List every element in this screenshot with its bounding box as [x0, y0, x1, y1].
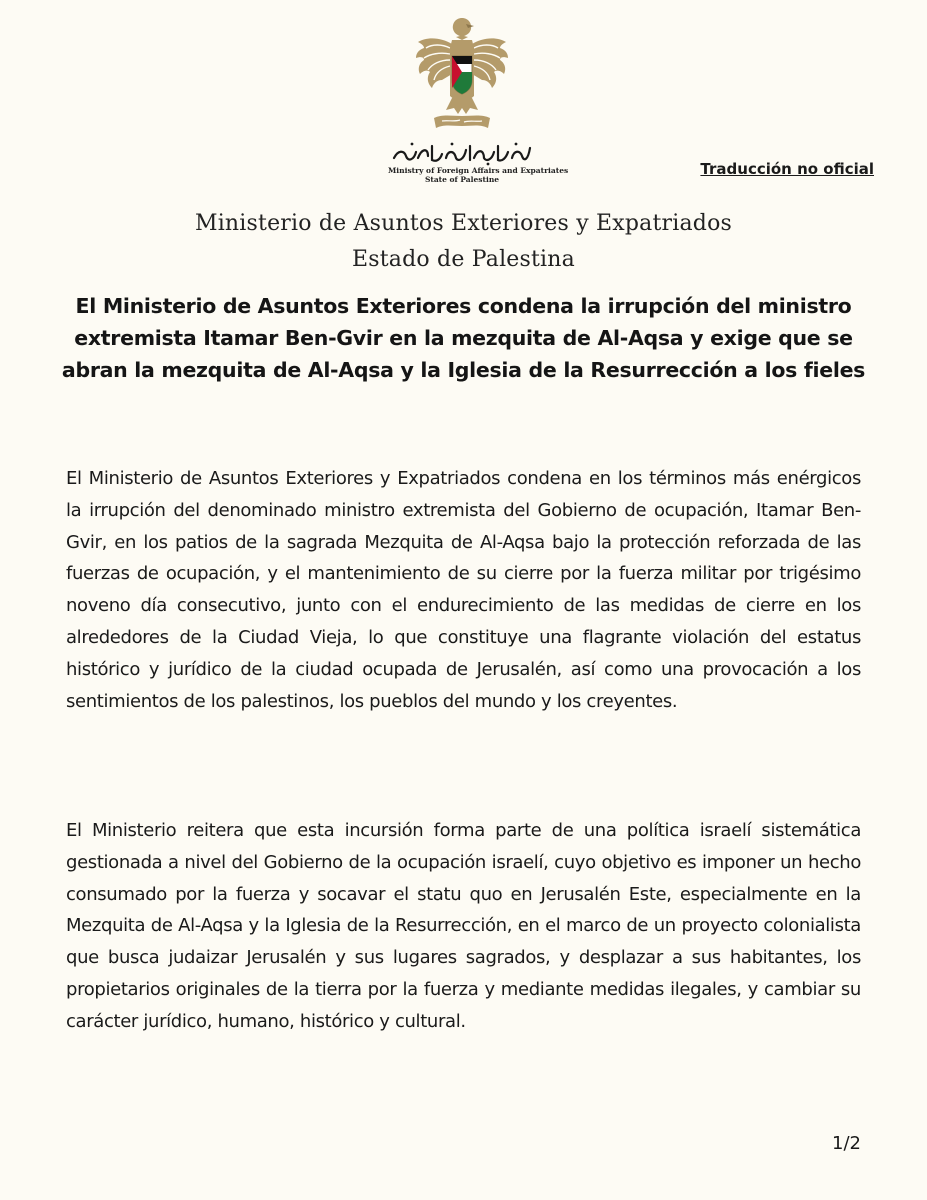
ministry-logo — [388, 14, 569, 184]
ministry-name: Ministerio de Asuntos Exteriores y Expatriados — [194, 211, 733, 236]
ministry-title — [0, 206, 927, 278]
state-name: Estado de Palestina — [352, 247, 575, 272]
eagle-emblem-icon — [412, 14, 512, 136]
page-number: 1/2 — [832, 1133, 861, 1154]
body-paragraph-1: El Ministerio de Asuntos Exteriores y Expatriados condena en los términos más enérgicos la irrupción del denominado ministro extremista del Gobierno de ocupación, Itamar Ben-Gvir, en los patios de la sagrada Mezquita de Al-Aqsa bajo la protección reforzada de las fuerzas de ocupación, y el mantenimiento de su cierre por la fuerza militar por trigésimo noveno día consecutivo, junto con el endurecimiento de las medidas de cierre en los alrededores de la Ciudad Vieja, lo que constituye una flagrante violación del estatus histórico y jurídico de la ciudad ocupada de Jerusalén, así como una provocación a los sentimientos de los palestinos, los pueblos del mundo y los creyentes. — [66, 468, 861, 712]
press-release-headline: El Ministerio de Asuntos Exteriores condena la irrupción del ministro extremista Itamar Ben-Gvir en la mezquita de Al-Aqsa y exige que se abran la mezquita de Al-Aqsa y la Iglesia de la Resurrección a los fieles — [61, 294, 866, 382]
arabic-calligraphy-icon — [388, 140, 536, 166]
emblem-caption-state: State of Palestine — [424, 175, 500, 184]
emblem-caption-english: Ministry of Foreign Affairs and Expatriates — [388, 166, 569, 175]
unofficial-translation-label: Traducción no oficial — [700, 160, 874, 178]
body-paragraph-2: El Ministerio reitera que esta incursión forma parte de una política israelí sistemática gestionada a nivel del Gobierno de la ocupación israelí, cuyo objetivo es imponer un hecho consumado por la fuerza y socavar el statu quo en Jerusalén Este, especialmente en la Mezquita de Al-Aqsa y la Iglesia de la Resurrección, en el marco de un proyecto colonialista que busca judaizar Jerusalén y sus lugares sagrados, y desplazar a sus habitantes, los propietarios originales de la tierra por la fuerza y mediante medidas ilegales, y cambiar su carácter jurídico, humano, histórico y cultural. — [66, 820, 861, 1032]
